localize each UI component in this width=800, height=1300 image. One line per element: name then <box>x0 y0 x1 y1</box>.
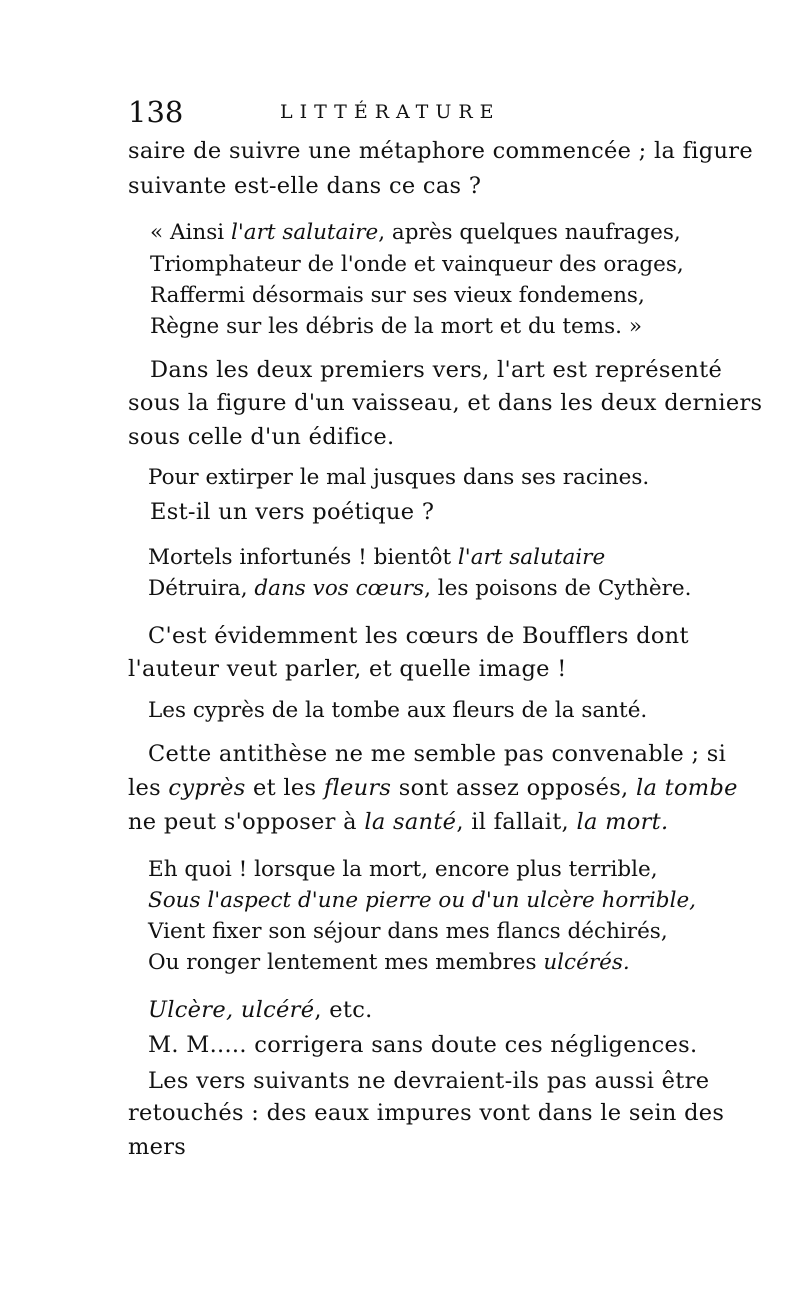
text-line: Est-il un vers poétique ? <box>150 499 435 525</box>
italic-segment: fleurs <box>323 775 392 801</box>
italic-segment: Ulcère, ulcéré <box>148 997 315 1023</box>
running-title: LITTÉRATURE <box>280 101 501 123</box>
verse-line: Triomphateur de l'onde et vainqueur des orages, <box>150 252 684 277</box>
text-line: l'auteur veut parler, et quelle image ! <box>128 656 567 682</box>
italic-segment: dans vos cœurs <box>254 576 425 601</box>
text-line: retouchés : des eaux impures vont dans le sein des <box>128 1100 725 1126</box>
italic-segment: la mort. <box>576 809 669 835</box>
italic-segment: l'art salutaire <box>230 220 379 245</box>
text-line <box>148 997 373 1023</box>
italic-segment: Sous l'aspect d'une pierre ou d'un ulcère horrible, <box>148 888 696 913</box>
text-segment: ne peut s'opposer à <box>128 809 365 835</box>
text-line <box>128 809 668 835</box>
text-line: suivante est-elle dans ce cas ? <box>128 173 482 199</box>
text-line: saire de suivre une métaphore commencée ; la figure <box>128 138 753 164</box>
text-segment: et les <box>245 775 324 801</box>
text-line: Dans les deux premiers vers, l'art est représenté <box>150 357 723 383</box>
text-segment: sont assez opposés, <box>391 775 636 801</box>
italic-segment: cyprès <box>168 775 246 801</box>
verse-line: Pour extirper le mal jusques dans ses racines. <box>148 465 650 490</box>
text-line: mers <box>128 1134 187 1160</box>
verse-segment: , après quelques naufrages, <box>378 220 681 245</box>
italic-segment: ulcérés. <box>543 950 630 975</box>
text-line: M. M..... corrigera sans doute ces négligences. <box>148 1032 698 1058</box>
text-segment: , etc. <box>314 997 373 1023</box>
verse-line <box>150 220 681 245</box>
verse-line: Eh quoi ! lorsque la mort, encore plus terrible, <box>148 857 658 882</box>
text-line: C'est évidemment les cœurs de Boufflers dont <box>148 623 689 649</box>
verse-segment: Détruira, <box>148 576 255 601</box>
verse-line <box>148 545 605 570</box>
italic-segment: la santé <box>364 809 457 835</box>
verse-segment: « Ainsi <box>150 220 231 245</box>
verse-line: Raffermi désormais sur ses vieux fondemens, <box>150 283 645 308</box>
italic-segment: la tombe <box>635 775 738 801</box>
text-line: sous celle d'un édifice. <box>128 424 395 450</box>
verse-segment: Ou ronger lentement mes membres <box>148 950 544 975</box>
verse-line: Vient fixer son séjour dans mes flancs déchirés, <box>148 919 668 944</box>
text-segment: , il fallait, <box>456 809 577 835</box>
verse-line <box>148 950 630 975</box>
verse-segment: Mortels infortunés ! bientôt <box>148 545 458 570</box>
text-line: Cette antithèse ne me semble pas convenable ; si <box>148 741 727 767</box>
verse-line: Les cyprès de la tombe aux fleurs de la santé. <box>148 698 648 723</box>
italic-segment: l'art salutaire <box>457 545 606 570</box>
page-number: 138 <box>128 95 184 129</box>
text-line <box>128 775 738 801</box>
text-segment: les <box>128 775 169 801</box>
text-line: sous la figure d'un vaisseau, et dans les deux derniers <box>128 390 763 416</box>
verse-line: Règne sur les débris de la mort et du tems. » <box>150 314 642 339</box>
verse-line <box>148 888 696 913</box>
text-line: Les vers suivants ne devraient-ils pas aussi être <box>148 1068 710 1094</box>
verse-line <box>148 576 691 601</box>
running-head <box>128 92 668 132</box>
verse-segment: , les poisons de Cythère. <box>424 576 692 601</box>
